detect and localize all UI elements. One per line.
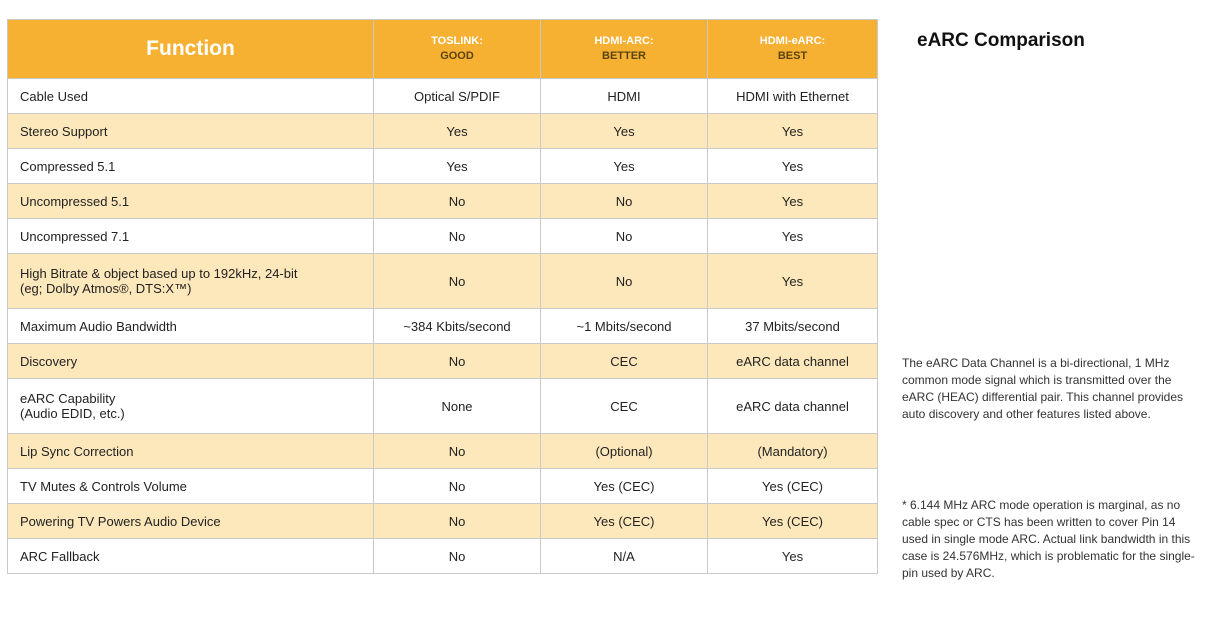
row-label-line: Compressed 5.1 xyxy=(20,158,116,174)
row-label xyxy=(8,539,374,574)
cell-value: No xyxy=(374,344,541,379)
cell-value: Yes xyxy=(708,184,878,219)
row-label xyxy=(8,309,374,344)
cell-value: No xyxy=(374,434,541,469)
row-label-line: Powering TV Powers Audio Device xyxy=(20,513,221,529)
cell-value: CEC xyxy=(541,344,708,379)
cell-value: No xyxy=(374,184,541,219)
cell-value: Yes xyxy=(708,539,878,574)
row-label-line: Stereo Support xyxy=(20,123,108,139)
note-arc-mode: * 6.144 MHz ARC mode operation is marginal, as no cable spec or CTS has been written to cover Pin 14 used in single mode ARC. Actual link bandwidth in this case is 24.576MHz, which is problematic for the single-pin used by ARC. xyxy=(902,498,1195,580)
row-label xyxy=(8,254,374,309)
cell-value: Yes xyxy=(708,114,878,149)
table-row xyxy=(8,539,878,574)
table-row xyxy=(8,149,878,184)
header-toslink xyxy=(374,20,541,79)
table-header-row xyxy=(8,20,878,79)
header-rating: GOOD xyxy=(440,50,474,62)
cell-value: eARC data channel xyxy=(708,379,878,434)
cell-value: Yes (CEC) xyxy=(708,469,878,504)
header-title: TOSLINK: xyxy=(431,35,483,47)
header-hdmi-earc xyxy=(708,20,878,79)
table-row xyxy=(8,469,878,504)
table-row xyxy=(8,219,878,254)
header-function: Function xyxy=(8,20,374,79)
cell-value: Yes xyxy=(708,254,878,309)
cell-value: Yes xyxy=(374,149,541,184)
cell-value: N/A xyxy=(541,539,708,574)
header-rating: BETTER xyxy=(602,50,646,62)
table-row xyxy=(8,309,878,344)
header-title: HDMI-eARC: xyxy=(759,35,826,47)
cell-value: Yes xyxy=(541,114,708,149)
row-label-line: (Audio EDID, etc.) xyxy=(20,406,125,421)
table-row xyxy=(8,114,878,149)
row-label-line: Lip Sync Correction xyxy=(20,443,134,459)
cell-value: No xyxy=(374,504,541,539)
cell-value: 37 Mbits/second xyxy=(708,309,878,344)
cell-value: Yes (CEC) xyxy=(708,504,878,539)
table-row xyxy=(8,434,878,469)
cell-value: Yes xyxy=(541,149,708,184)
cell-value: Yes (CEC) xyxy=(541,469,708,504)
row-label-line: (eg; Dolby Atmos®, DTS:X™) xyxy=(20,281,192,296)
row-label xyxy=(8,344,374,379)
header-rating: BEST xyxy=(777,50,808,62)
cell-value: HDMI xyxy=(541,79,708,114)
cell-value: No xyxy=(374,254,541,309)
table-row xyxy=(8,184,878,219)
table-row xyxy=(8,344,878,379)
row-label-line: ARC Fallback xyxy=(20,548,100,564)
cell-value: No xyxy=(374,219,541,254)
row-label-line: TV Mutes & Controls Volume xyxy=(20,478,187,494)
header-title: HDMI-ARC: xyxy=(594,35,654,47)
cell-value: eARC data channel xyxy=(708,344,878,379)
row-label-line: Discovery xyxy=(20,353,78,369)
cell-value: No xyxy=(541,254,708,309)
cell-value: Yes xyxy=(374,114,541,149)
table-row xyxy=(8,254,878,309)
cell-value: HDMI with Ethernet xyxy=(708,79,878,114)
row-label xyxy=(8,504,374,539)
cell-value: No xyxy=(541,184,708,219)
row-label xyxy=(8,184,374,219)
table-row xyxy=(8,79,878,114)
row-label xyxy=(8,434,374,469)
row-label-line: Maximum Audio Bandwidth xyxy=(20,318,177,334)
table-body xyxy=(8,79,878,574)
cell-value: No xyxy=(541,219,708,254)
row-label-line: Uncompressed 5.1 xyxy=(20,193,130,209)
cell-value: No xyxy=(374,539,541,574)
table-row xyxy=(8,379,878,434)
header-hdmi-arc xyxy=(541,20,708,79)
row-label-line: High Bitrate & object based up to 192kHz, 24-bit xyxy=(20,266,298,281)
row-label xyxy=(8,219,374,254)
row-label-line: eARC Capability xyxy=(20,391,116,406)
cell-value: Optical S/PDIF xyxy=(374,79,541,114)
row-label xyxy=(8,149,374,184)
cell-value: ~1 Mbits/second xyxy=(541,309,708,344)
cell-value: CEC xyxy=(541,379,708,434)
row-label-line: Cable Used xyxy=(20,88,88,104)
cell-value: ~384 Kbits/second xyxy=(374,309,541,344)
cell-value: Yes xyxy=(708,219,878,254)
row-label xyxy=(8,379,374,434)
row-label-line: Uncompressed 7.1 xyxy=(20,228,130,244)
row-label xyxy=(8,114,374,149)
cell-value: None xyxy=(374,379,541,434)
table-row xyxy=(8,504,878,539)
cell-value: Yes (CEC) xyxy=(541,504,708,539)
comparison-table xyxy=(7,19,878,574)
note-data-channel: The eARC Data Channel is a bi-directional, 1 MHz common mode signal which is transmitted over the eARC (HEAC) differential pair. This channel provides auto discovery and other features listed above. xyxy=(902,356,1184,421)
cell-value: (Optional) xyxy=(541,434,708,469)
cell-value: No xyxy=(374,469,541,504)
row-label xyxy=(8,79,374,114)
cell-value: (Mandatory) xyxy=(708,434,878,469)
cell-value: Yes xyxy=(708,149,878,184)
page-title: eARC Comparison xyxy=(917,30,1085,51)
row-label xyxy=(8,469,374,504)
